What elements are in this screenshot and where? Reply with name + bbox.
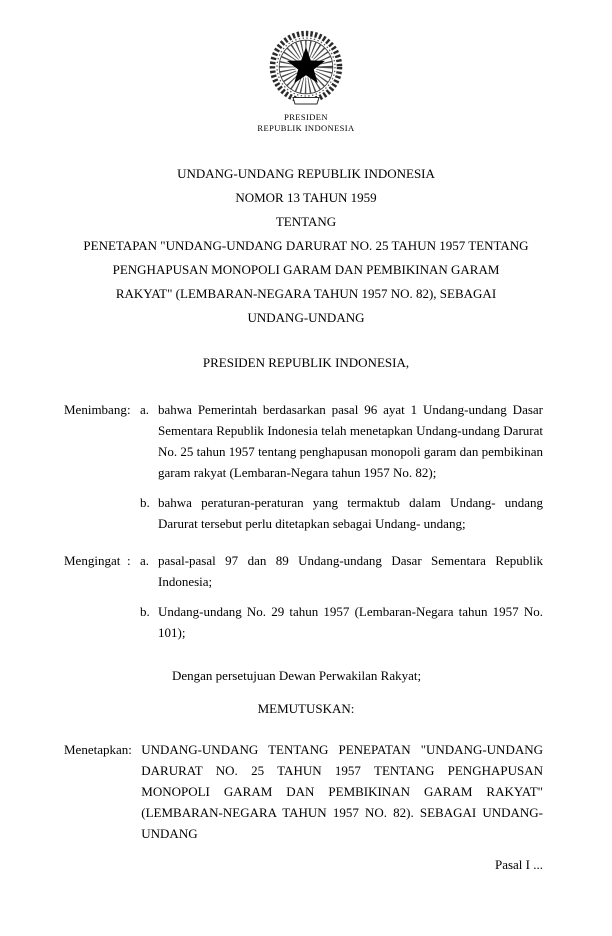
title-line: TENTANG <box>275 214 337 229</box>
section-colon: : <box>128 742 132 757</box>
colon-spacer <box>127 601 140 643</box>
org-name-line-1: PRESIDEN <box>284 112 328 122</box>
label-spacer <box>64 492 127 534</box>
menetapkan-row <box>0 739 612 844</box>
label-spacer <box>64 601 127 643</box>
title-line: PENGHAPUSAN MONOPOLI GARAM DAN PEMBIKINAN GARAM <box>112 262 500 277</box>
section-colon: : <box>127 402 131 417</box>
item-marker: a. <box>140 402 150 417</box>
presidential-seal-icon <box>266 26 346 108</box>
title-line: RAKYAT" (LEMBARAN-NEGARA TAHUN 1957 NO. 82), SEBAGAI <box>115 286 497 301</box>
mengingat-row-b <box>0 601 612 643</box>
title-line: UNDANG-UNDANG REPUBLIK INDONESIA <box>177 166 435 181</box>
mengingat-row-a <box>0 550 612 592</box>
item-text: bahwa Pemerintah berdasarkan pasal 96 ayat 1 Undang-undang Dasar Sementara Republik Indonesia telah menetapkan Undang-undang Darurat No. 25 tahun 1957 tentang penghapusan monopoli garam dan pembikinan garam rakyat (Lembaran-Negara tahun 1957 No. 82); <box>158 402 543 480</box>
page-continuation: Pasal I ... <box>494 857 543 872</box>
document-title <box>0 162 612 330</box>
item-text: Undang-undang No. 29 tahun 1957 (Lembaran-Negara tahun 1957 No. 101); <box>158 604 543 640</box>
title-line: PENETAPAN "UNDANG-UNDANG DARURAT NO. 25 TAHUN 1957 TENTANG <box>83 238 529 253</box>
menetapkan-text: UNDANG-UNDANG TENTANG PENEPATAN "UNDANG-UNDANG DARURAT NO. 25 TAHUN 1957 TENTANG PENGHAPUSAN MONOPOLI GARAM DAN PEMBIKINAN GARAM RAKYAT" (LEMBARAN-NEGARA TAHUN 1957 NO. 82). SEBAGAI UNDANG-UNDANG <box>141 742 543 841</box>
item-text: pasal-pasal 97 dan 89 Undang-undang Dasar Sementara Republik Indonesia; <box>158 553 543 589</box>
section-label-mengingat: Mengingat <box>64 553 121 568</box>
item-marker: a. <box>140 553 150 568</box>
title-line: NOMOR 13 TAHUN 1959 <box>235 190 377 205</box>
memutuskan-heading: MEMUTUSKAN: <box>257 701 355 716</box>
section-label-menetapkan: Menetapkan <box>64 742 129 757</box>
document-header <box>0 26 612 134</box>
section-colon: : <box>127 553 131 568</box>
org-name-line-2: REPUBLIK INDONESIA <box>257 123 355 133</box>
section-label-menimbang: Menimbang <box>64 402 127 417</box>
menimbang-row-a <box>0 399 612 483</box>
colon-spacer <box>127 492 140 534</box>
item-text: bahwa peraturan-peraturan yang termaktub dalam Undang- undang Darurat tersebut perlu ditetapkan sebagai Undang- undang; <box>158 495 543 531</box>
agreement-line: Dengan persetujuan Dewan Perwakilan Rakyat; <box>172 668 422 683</box>
item-marker: b. <box>140 495 150 510</box>
item-marker: b. <box>140 604 150 619</box>
title-line: UNDANG-UNDANG <box>247 310 365 325</box>
menimbang-row-b <box>0 492 612 534</box>
salutation: PRESIDEN REPUBLIK INDONESIA, <box>202 355 410 370</box>
